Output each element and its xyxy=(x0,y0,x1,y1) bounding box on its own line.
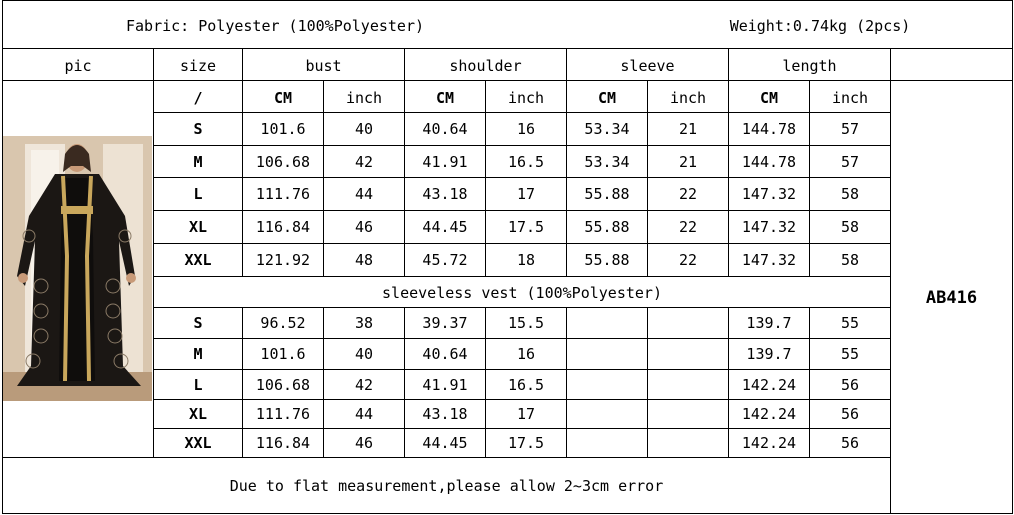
col-header-sleeve: sleeve xyxy=(620,56,675,75)
table-border xyxy=(647,307,648,458)
cardigan-cell-shoulder-cm: 43.18 xyxy=(422,185,468,203)
cardigan-cell-sleeve-inch: 21 xyxy=(678,120,698,138)
vest-cell-length-inch: 55 xyxy=(840,345,860,363)
cardigan-cell-length-cm: 147.32 xyxy=(741,251,797,269)
product-photo xyxy=(3,136,152,401)
cardigan-cell-size: M xyxy=(193,152,203,171)
vest-cell-shoulder-cm: 43.18 xyxy=(422,405,468,423)
vest-cell-bust-inch: 46 xyxy=(354,434,374,452)
table-border xyxy=(153,399,890,400)
vest-cell-shoulder-cm: 44.45 xyxy=(422,434,468,452)
measurement-note: Due to flat measurement,please allow 2~3cm error xyxy=(229,477,664,495)
vest-cell-bust-inch: 44 xyxy=(354,405,374,423)
table-border xyxy=(566,307,567,458)
vest-cell-bust-inch: 38 xyxy=(354,314,374,332)
vest-cell-size: S xyxy=(193,314,203,332)
table-border xyxy=(485,307,486,458)
table-border xyxy=(2,0,1013,1)
cardigan-cell-sleeve-cm: 53.34 xyxy=(584,120,630,138)
cardigan-cell-size: XXL xyxy=(184,251,212,269)
vest-cell-sleeve-cm xyxy=(567,308,647,338)
vest-cell-sleeve-inch xyxy=(648,339,728,369)
cardigan-cell-shoulder-inch: 16 xyxy=(516,120,536,138)
cardigan-cell-bust-inch: 42 xyxy=(354,152,374,171)
vest-cell-length-inch: 55 xyxy=(840,314,860,332)
vest-cell-length-inch: 56 xyxy=(840,405,860,423)
vest-cell-length-cm: 142.24 xyxy=(741,405,797,423)
table-border xyxy=(1012,0,1013,514)
cardigan-cell-bust-inch: 48 xyxy=(354,251,374,269)
vest-cell-size: XL xyxy=(188,405,208,423)
table-border xyxy=(153,307,890,308)
unit-length-inch: inch xyxy=(831,88,869,107)
cardigan-cell-length-inch: 57 xyxy=(840,152,860,171)
model-code: AB416 xyxy=(925,288,978,308)
cardigan-cell-bust-inch: 40 xyxy=(354,120,374,138)
unit-bust-inch: inch xyxy=(345,88,383,107)
table-border xyxy=(153,145,890,146)
cardigan-cell-shoulder-cm: 44.45 xyxy=(422,218,468,236)
vest-cell-sleeve-inch xyxy=(648,429,728,457)
col-header-size: size xyxy=(179,56,217,75)
cardigan-cell-length-inch: 58 xyxy=(840,251,860,269)
cardigan-cell-shoulder-inch: 16.5 xyxy=(507,152,545,171)
cardigan-cell-sleeve-cm: 53.34 xyxy=(584,152,630,171)
vest-cell-sleeve-cm xyxy=(567,429,647,457)
unit-sleeve-cm: CM xyxy=(597,88,617,107)
vest-cell-length-cm: 139.7 xyxy=(746,345,792,363)
cardigan-cell-bust-cm: 106.68 xyxy=(255,152,311,171)
table-border xyxy=(153,428,890,429)
vest-cell-bust-cm: 116.84 xyxy=(255,434,311,452)
cardigan-cell-sleeve-cm: 55.88 xyxy=(584,185,630,203)
cardigan-cell-sleeve-inch: 21 xyxy=(678,152,698,171)
table-border xyxy=(890,48,891,514)
cardigan-cell-shoulder-cm: 45.72 xyxy=(422,251,468,269)
vest-cell-length-cm: 139.7 xyxy=(746,314,792,332)
table-border xyxy=(404,307,405,458)
cardigan-cell-bust-cm: 116.84 xyxy=(255,218,311,236)
cardigan-cell-bust-inch: 44 xyxy=(354,185,374,203)
unit-shoulder-cm: CM xyxy=(435,88,455,107)
unit-size: / xyxy=(193,88,203,107)
vest-cell-shoulder-cm: 40.64 xyxy=(422,345,468,363)
table-border xyxy=(153,112,890,113)
vest-cell-bust-cm: 106.68 xyxy=(255,375,311,394)
cardigan-cell-length-inch: 58 xyxy=(840,218,860,236)
vest-cell-sleeve-cm xyxy=(567,400,647,428)
cardigan-cell-sleeve-cm: 55.88 xyxy=(584,251,630,269)
vest-cell-sleeve-inch xyxy=(648,308,728,338)
cardigan-cell-sleeve-inch: 22 xyxy=(678,251,698,269)
cardigan-cell-size: L xyxy=(193,185,203,203)
vest-cell-shoulder-cm: 39.37 xyxy=(422,314,468,332)
cardigan-cell-bust-cm: 121.92 xyxy=(255,251,311,269)
cardigan-cell-shoulder-inch: 17.5 xyxy=(507,218,545,236)
weight-label: Weight:0.74kg (2pcs) xyxy=(729,17,911,35)
cardigan-cell-bust-cm: 101.6 xyxy=(260,120,306,138)
table-border xyxy=(2,0,3,514)
vest-cell-shoulder-cm: 41.91 xyxy=(422,375,468,394)
table-border xyxy=(323,80,324,277)
table-border xyxy=(153,276,890,277)
table-border xyxy=(485,80,486,277)
vest-cell-bust-cm: 111.76 xyxy=(255,405,311,423)
table-border xyxy=(647,80,648,277)
vest-cell-sleeve-inch xyxy=(648,370,728,399)
table-border xyxy=(153,48,154,458)
table-border xyxy=(2,513,1013,514)
cardigan-cell-size: XL xyxy=(188,218,208,236)
vest-cell-shoulder-inch: 17.5 xyxy=(507,434,545,452)
cardigan-cell-sleeve-inch: 22 xyxy=(678,185,698,203)
vest-cell-shoulder-inch: 16 xyxy=(516,345,536,363)
vest-cell-bust-inch: 40 xyxy=(354,345,374,363)
cardigan-cell-shoulder-cm: 41.91 xyxy=(422,152,468,171)
col-header-shoulder: shoulder xyxy=(449,56,522,75)
table-border xyxy=(2,457,890,458)
table-border xyxy=(153,210,890,211)
unit-length-cm: CM xyxy=(759,88,779,107)
table-border xyxy=(404,48,405,277)
vest-cell-shoulder-inch: 16.5 xyxy=(507,375,545,394)
vest-cell-sleeve-cm xyxy=(567,339,647,369)
table-border xyxy=(323,307,324,458)
model-wearing-abaya-image xyxy=(3,136,152,401)
unit-sleeve-inch: inch xyxy=(669,88,707,107)
table-border xyxy=(809,307,810,458)
table-border xyxy=(809,80,810,277)
table-border xyxy=(153,338,890,339)
cardigan-cell-length-inch: 58 xyxy=(840,185,860,203)
cardigan-cell-shoulder-inch: 17 xyxy=(516,185,536,203)
vest-cell-length-inch: 56 xyxy=(840,434,860,452)
cardigan-cell-sleeve-inch: 22 xyxy=(678,218,698,236)
cardigan-cell-shoulder-cm: 40.64 xyxy=(422,120,468,138)
cardigan-cell-length-cm: 147.32 xyxy=(741,185,797,203)
table-border xyxy=(153,177,890,178)
table-border xyxy=(728,307,729,458)
table-border xyxy=(153,369,890,370)
cardigan-cell-size: S xyxy=(193,120,203,138)
table-border xyxy=(728,48,729,277)
cardigan-cell-bust-cm: 111.76 xyxy=(255,185,311,203)
vest-cell-shoulder-inch: 17 xyxy=(516,405,536,423)
vest-cell-sleeve-inch xyxy=(648,400,728,428)
col-header-bust: bust xyxy=(305,56,342,75)
vest-cell-size: M xyxy=(193,345,203,363)
cardigan-cell-length-cm: 144.78 xyxy=(741,152,797,171)
table-border xyxy=(242,48,243,277)
vest-cell-bust-inch: 42 xyxy=(354,375,374,394)
vest-cell-length-cm: 142.24 xyxy=(741,434,797,452)
vest-cell-size: XXL xyxy=(184,434,212,452)
cardigan-cell-sleeve-cm: 55.88 xyxy=(584,218,630,236)
table-border xyxy=(153,243,890,244)
vest-cell-length-cm: 142.24 xyxy=(741,375,797,394)
cardigan-cell-length-cm: 147.32 xyxy=(741,218,797,236)
vest-cell-length-inch: 56 xyxy=(840,375,860,394)
fabric-label: Fabric: Polyester (100%Polyester) xyxy=(125,17,424,35)
unit-bust-cm: CM xyxy=(273,88,293,107)
vest-cell-bust-cm: 96.52 xyxy=(260,314,306,332)
cardigan-cell-length-cm: 144.78 xyxy=(741,120,797,138)
unit-shoulder-inch: inch xyxy=(507,88,545,107)
vest-cell-shoulder-inch: 15.5 xyxy=(507,314,545,332)
col-header-pic: pic xyxy=(64,56,92,75)
table-border xyxy=(242,307,243,458)
vest-cell-sleeve-cm xyxy=(567,370,647,399)
cardigan-cell-length-inch: 57 xyxy=(840,120,860,138)
vest-cell-bust-cm: 101.6 xyxy=(260,345,306,363)
col-header-length: length xyxy=(782,56,837,75)
vest-section-title: sleeveless vest (100%Polyester) xyxy=(382,284,662,302)
cardigan-cell-shoulder-inch: 18 xyxy=(516,251,536,269)
cardigan-cell-bust-inch: 46 xyxy=(354,218,374,236)
vest-cell-size: L xyxy=(193,375,203,394)
table-border xyxy=(566,48,567,277)
